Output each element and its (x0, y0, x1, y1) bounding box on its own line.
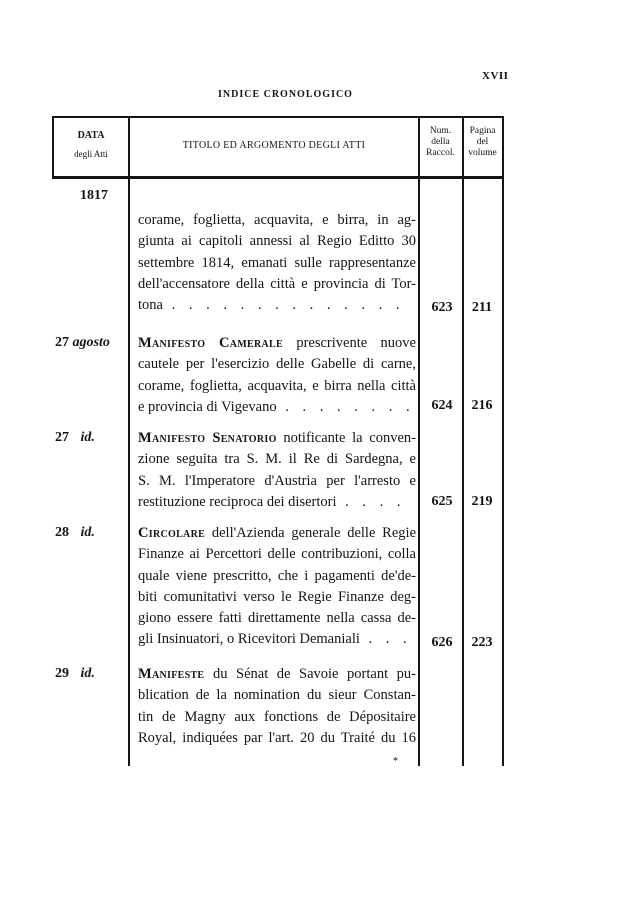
col-header-vol-line3: volume (468, 148, 497, 158)
entry-4-month: id. (80, 666, 95, 681)
entry-1-page: 216 (471, 398, 493, 413)
entry-2-line-1: S. M. l'Imperatore d'Austria per l'arresto e (138, 472, 416, 489)
entry-2-num: 625 (431, 494, 453, 509)
entry-4-line-first: Manifeste du Sénat de Savoie portant pu- (138, 666, 416, 682)
entry-1-num: 624 (431, 398, 453, 413)
entry-2-line-0: zione seguita tra S. M. il Re di Sardegna, e (138, 451, 416, 468)
entry-0-page: 211 (471, 300, 493, 315)
year-label: 1817 (80, 188, 108, 203)
entry-2-month: id. (80, 430, 95, 445)
entry-0-num: 623 (431, 300, 453, 315)
entry-0-line-2: settembre 1814, emanati sulle rappresentanze (138, 254, 416, 271)
running-header-title: INDICE CRONOLOGICO (218, 89, 353, 100)
col-header-titolo: TITOLO ED ARGOMENTO DEGLI ATTI (182, 140, 366, 151)
entry-1-last-line: e provincia di Vigevano . . . . . . . . (138, 398, 415, 415)
entry-0-line-3: dell'accensatore della città e provincia di Tor- (138, 275, 416, 292)
col-header-data-line2: degli Atti (74, 149, 108, 159)
entry-0-text (138, 210, 416, 316)
column-rule-num (418, 116, 420, 766)
entry-3-line-0: Finanze ai Percettori delle contribuzioni, colla (138, 546, 416, 563)
entry-4-line-2: Royal, indiquées par l'art. 20 du Traité du 16 (138, 729, 416, 746)
entry-1-line-0: cautele per l'esercizio delle Gabelle di carne, (138, 356, 416, 373)
table-top-rule (52, 116, 504, 118)
entry-2-last-line: restituzione reciproca dei disertori . . . . (138, 493, 406, 510)
entry-3-text (138, 523, 416, 651)
entry-3-line-first: Circolare dell'Azienda generale delle Regie (138, 525, 416, 541)
entry-4-day: 29 (55, 666, 69, 681)
entry-4-line-0: blication de la nomination du sieur Constan- (138, 687, 416, 704)
col-header-data-line1: DATA (77, 130, 105, 141)
entry-4-line-1: tin de Magny aux fonctions de Dépositaire (138, 708, 416, 725)
col-header-vol (463, 126, 502, 159)
entry-2-day: 27 (55, 430, 69, 445)
entry-1-text (138, 333, 416, 418)
entry-1-line-first: Manifesto Camerale prescrivente nuove (138, 335, 416, 351)
col-header-num-line3: Raccol. (426, 148, 455, 158)
column-rule-vol (462, 116, 464, 766)
entry-3-month: id. (80, 525, 95, 540)
entry-3-line-2: biti comunitativi verso le Regie Finanze deg- (138, 588, 416, 605)
col-header-num-line1: Num. (429, 126, 452, 136)
entry-1-line-1: corame, foglietta, acquavita, e birra nella città (138, 377, 416, 394)
column-rule-right (502, 116, 504, 766)
entry-4-date (55, 666, 95, 682)
entry-1-day: 27 (55, 335, 69, 350)
entry-2-date (55, 430, 95, 446)
table-header-rule (52, 176, 504, 179)
entry-3-line-1: quale viene prescritto, che i pagamenti de'de- (138, 567, 416, 584)
entry-0-last-line: tona . . . . . . . . . . . . . . (138, 297, 405, 314)
entry-2-line-first: Manifesto Senatorio notificante la conven- (138, 430, 416, 446)
column-rule-date (128, 116, 130, 766)
entry-3-date (55, 525, 95, 541)
entry-4-text (138, 664, 416, 749)
entry-3-day: 28 (55, 525, 69, 540)
entry-1-date (55, 335, 110, 351)
entry-2-text (138, 428, 416, 513)
entry-1-month: agosto (72, 335, 110, 350)
col-header-num-line2: della (431, 137, 450, 147)
entry-3-num: 626 (431, 635, 453, 650)
entry-0-line-0: corame, foglietta, acquavita, e birra, in ag- (138, 212, 416, 228)
page-number: XVII (482, 70, 509, 82)
col-header-num (419, 126, 462, 159)
footer-asterisk: * (393, 756, 398, 767)
column-rule-left (52, 116, 54, 178)
entry-0-line-1: giunta ai capitoli annessi al Regio Editto 30 (138, 233, 416, 250)
entry-2-page: 219 (471, 494, 493, 509)
entry-3-page: 223 (471, 635, 493, 650)
col-header-vol-line1: Pagina (469, 126, 496, 136)
entry-3-last-line: gli Insinuatori, o Ricevitori Demaniali . . . (138, 631, 412, 648)
entry-3-line-3: giono essere fatti direttamente nella cassa de- (138, 610, 416, 627)
col-header-data (56, 130, 126, 160)
col-header-vol-line2: del (476, 137, 489, 147)
